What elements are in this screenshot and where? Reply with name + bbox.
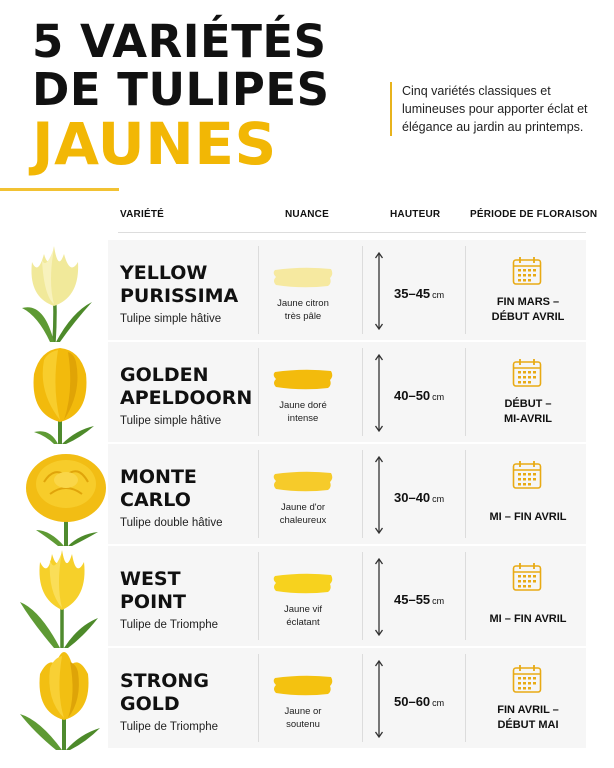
color-swatch	[272, 368, 334, 390]
period-line-1: DÉBUT –	[504, 398, 552, 410]
variety-type: Tulipe simple hâtive	[120, 415, 222, 427]
calendar-icon	[512, 358, 542, 388]
height-unit: cm	[432, 494, 445, 504]
column-divider	[362, 654, 363, 742]
column-divider	[362, 450, 363, 538]
title-line-1: 5 VARIÉTÉS	[32, 15, 327, 68]
color-swatch	[272, 266, 334, 288]
bloom-period	[470, 703, 586, 733]
nuance-label	[265, 705, 341, 731]
column-header-hauteur: HAUTEUR	[390, 209, 441, 220]
calendar-icon	[512, 664, 542, 694]
bloom-period	[470, 295, 586, 325]
nuance-line-1: Jaune or	[284, 706, 322, 717]
table-row	[0, 342, 614, 444]
nuance-line-2: éclatant	[286, 617, 320, 628]
nuance-line-2: intense	[287, 413, 319, 424]
nuance-label	[265, 501, 341, 527]
calendar-icon	[512, 256, 542, 286]
nuance-label	[265, 603, 341, 629]
column-divider	[465, 246, 466, 334]
height-range: 50–60	[394, 694, 431, 709]
bloom-period	[470, 612, 586, 627]
nuance-line-2: très pâle	[284, 311, 322, 322]
period-line-2: DÉBUT AVRIL	[491, 311, 565, 323]
tulip-icon	[14, 344, 110, 444]
column-header-nuance: NUANCE	[285, 209, 329, 220]
height-range: 30–40	[394, 490, 431, 505]
column-divider	[258, 450, 259, 538]
period-line-1: FIN AVRIL –	[497, 704, 559, 716]
height-value	[394, 286, 444, 301]
color-swatch	[272, 470, 334, 492]
variety-type: Tulipe de Triomphe	[120, 721, 219, 733]
period-line-2: DÉBUT MAI	[497, 719, 559, 731]
table-row	[0, 444, 614, 546]
calendar-icon	[512, 460, 542, 490]
variety-type: Tulipe simple hâtive	[120, 313, 222, 325]
column-divider	[362, 348, 363, 436]
variety-name	[120, 466, 197, 512]
nuance-label	[265, 399, 341, 425]
table-header	[0, 209, 614, 227]
height-range: 40–50	[394, 388, 431, 403]
page-title	[32, 15, 330, 178]
title-line-2: DE TULIPES	[32, 63, 330, 116]
table-row	[0, 240, 614, 342]
column-divider	[362, 552, 363, 640]
column-divider	[258, 348, 259, 436]
variety-name-line-1: WEST	[120, 568, 181, 590]
column-header-periode: PÉRIODE DE FLORAISON	[470, 209, 598, 220]
table-row	[0, 546, 614, 648]
variety-name-line-2: PURISSIMA	[120, 285, 239, 307]
period-line-1: MI – FIN AVRIL	[489, 511, 567, 523]
height-arrow-icon	[374, 252, 384, 330]
nuance-line-1: Jaune doré	[279, 400, 327, 411]
variety-name-line-1: STRONG	[120, 670, 209, 692]
intro-text: Cinq variétés classiques et lumineuses pour apporter éclat et élégance au jardin au printemps.	[390, 82, 590, 136]
color-swatch	[272, 674, 334, 696]
variety-name-line-1: MONTE	[120, 466, 197, 488]
column-divider	[465, 450, 466, 538]
column-divider	[465, 348, 466, 436]
period-line-1: MI – FIN AVRIL	[489, 613, 567, 625]
tulip-icon	[14, 650, 110, 750]
period-line-2: MI-AVRIL	[503, 413, 553, 425]
height-value	[394, 490, 444, 505]
height-value	[394, 694, 444, 709]
period-line-1: FIN MARS –	[496, 296, 560, 308]
height-arrow-icon	[374, 354, 384, 432]
variety-name	[120, 670, 209, 716]
nuance-label	[265, 297, 341, 323]
height-arrow-icon	[374, 660, 384, 738]
variety-table	[0, 240, 614, 750]
bloom-period	[470, 397, 586, 427]
variety-name	[120, 364, 252, 410]
variety-name-line-2: APELDOORN	[120, 387, 253, 409]
variety-name-line-1: GOLDEN	[120, 364, 209, 386]
calendar-icon	[512, 562, 542, 592]
variety-name-line-1: YELLOW	[120, 262, 208, 284]
tulip-icon	[14, 242, 110, 342]
table-row	[0, 648, 614, 750]
height-unit: cm	[432, 698, 445, 708]
tulip-icon	[14, 548, 110, 648]
variety-name	[120, 568, 186, 614]
height-arrow-icon	[374, 456, 384, 534]
variety-name	[120, 262, 238, 308]
nuance-line-1: Jaune citron	[277, 298, 329, 309]
variety-name-line-2: POINT	[120, 591, 187, 613]
nuance-line-1: Jaune vif	[283, 604, 323, 615]
variety-type: Tulipe double hâtive	[120, 517, 223, 529]
nuance-line-1: Jaune d'or	[280, 502, 326, 513]
height-unit: cm	[432, 392, 445, 402]
column-divider	[258, 552, 259, 640]
height-unit: cm	[432, 596, 445, 606]
column-divider	[465, 654, 466, 742]
column-header-variete: VARIÉTÉ	[120, 209, 164, 220]
title-underline	[0, 188, 119, 191]
bloom-period	[470, 510, 586, 525]
column-divider	[362, 246, 363, 334]
color-swatch	[272, 572, 334, 594]
variety-type: Tulipe de Triomphe	[120, 619, 219, 631]
nuance-line-2: soutenu	[286, 719, 320, 730]
height-range: 45–55	[394, 592, 431, 607]
height-unit: cm	[432, 290, 445, 300]
height-arrow-icon	[374, 558, 384, 636]
column-divider	[465, 552, 466, 640]
variety-name-line-2: CARLO	[120, 489, 191, 511]
tulip-icon	[14, 446, 110, 546]
height-value	[394, 592, 444, 607]
nuance-line-2: chaleureux	[279, 515, 327, 526]
header-divider	[118, 232, 586, 233]
column-divider	[258, 654, 259, 742]
height-range: 35–45	[394, 286, 431, 301]
title-line-3: JAUNES	[32, 110, 277, 178]
variety-name-line-2: GOLD	[120, 693, 180, 715]
column-divider	[258, 246, 259, 334]
height-value	[394, 388, 444, 403]
